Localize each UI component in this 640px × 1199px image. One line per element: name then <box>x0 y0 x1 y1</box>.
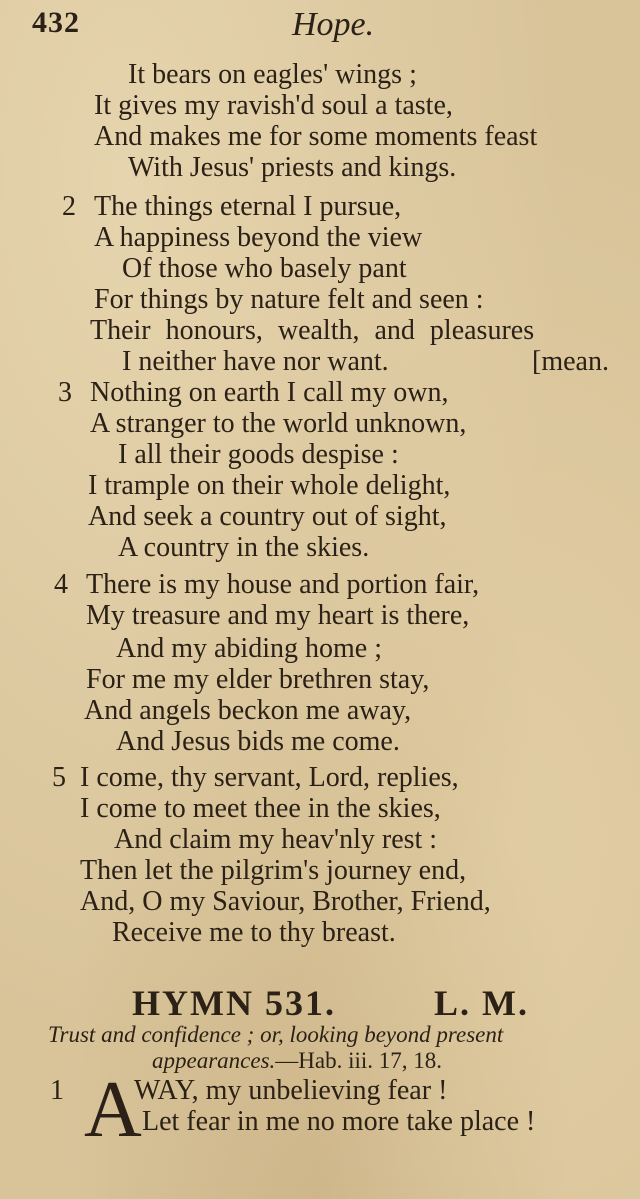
verse-line: WAY, my unbelieving fear ! <box>134 1075 448 1106</box>
verse-line: My treasure and my heart is there, <box>86 600 470 631</box>
verse-line: Nothing on earth I call my own, <box>90 377 449 408</box>
stanza-number: 1 <box>50 1075 64 1106</box>
stanza-number: 2 <box>62 191 76 222</box>
verse-line: I neither have nor want. <box>122 346 389 377</box>
verse-line: Let fear in me no more take place ! <box>142 1106 536 1137</box>
hymn-title: HYMN 531. <box>132 983 336 1023</box>
verse-line: And Jesus bids me come. <box>116 726 400 757</box>
verse-line: And, O my Saviour, Brother, Friend, <box>80 886 491 917</box>
hymn-meter: L. M. <box>434 983 529 1023</box>
stanza-number: 4 <box>54 569 68 600</box>
scripture-reference: —Hab. iii. 17, 18. <box>275 1048 443 1073</box>
verse-line: And seek a country out of sight, <box>88 501 447 532</box>
hymn-subtitle-italic: appearances. <box>152 1048 276 1073</box>
verse-line: And my abiding home ; <box>116 633 382 664</box>
verse-line: I come to meet thee in the skies, <box>80 793 441 824</box>
verse-line: Their honours, wealth, and pleasures <box>90 315 535 346</box>
verse-line: And angels beckon me away, <box>84 695 412 726</box>
running-head: Hope. <box>292 6 375 43</box>
verse-line: There is my house and portion fair, <box>86 569 480 600</box>
verse-line-carryover: [mean. <box>532 346 609 377</box>
verse-line: Of those who basely pant <box>122 253 407 284</box>
page-header <box>0 2 640 46</box>
verse-line: It gives my ravish'd soul a taste, <box>94 90 453 121</box>
verse-line: A country in the skies. <box>118 532 370 563</box>
stanza-number: 3 <box>58 377 72 408</box>
verse-line: Receive me to thy breast. <box>112 917 396 948</box>
verse-line: And claim my heav'nly rest : <box>114 824 438 855</box>
drop-cap: A <box>84 1066 142 1154</box>
verse-line: Then let the pilgrim's journey end, <box>80 855 467 886</box>
verse-line: I come, thy servant, Lord, replies, <box>80 762 459 793</box>
page-number: 432 <box>32 6 80 39</box>
verse-line: The things eternal I pursue, <box>94 191 402 222</box>
stanza-number: 5 <box>52 762 66 793</box>
verse-line: And makes me for some moments feast <box>94 121 538 152</box>
hymn-subtitle-line2 <box>152 1048 442 1074</box>
verse-line: I all their goods despise : <box>118 439 399 470</box>
verse-line: For things by nature felt and seen : <box>94 284 484 315</box>
verse-line: I trample on their whole delight, <box>88 470 451 501</box>
verse-line: For me my elder brethren stay, <box>86 664 430 695</box>
verse-line: It bears on eagles' wings ; <box>128 59 417 90</box>
hymn-subtitle: Trust and confidence ; or, looking beyond present <box>48 1022 504 1047</box>
verse-line: A happiness beyond the view <box>94 222 423 253</box>
verse-line: A stranger to the world unknown, <box>90 408 467 439</box>
verse-line: With Jesus' priests and kings. <box>128 152 457 183</box>
